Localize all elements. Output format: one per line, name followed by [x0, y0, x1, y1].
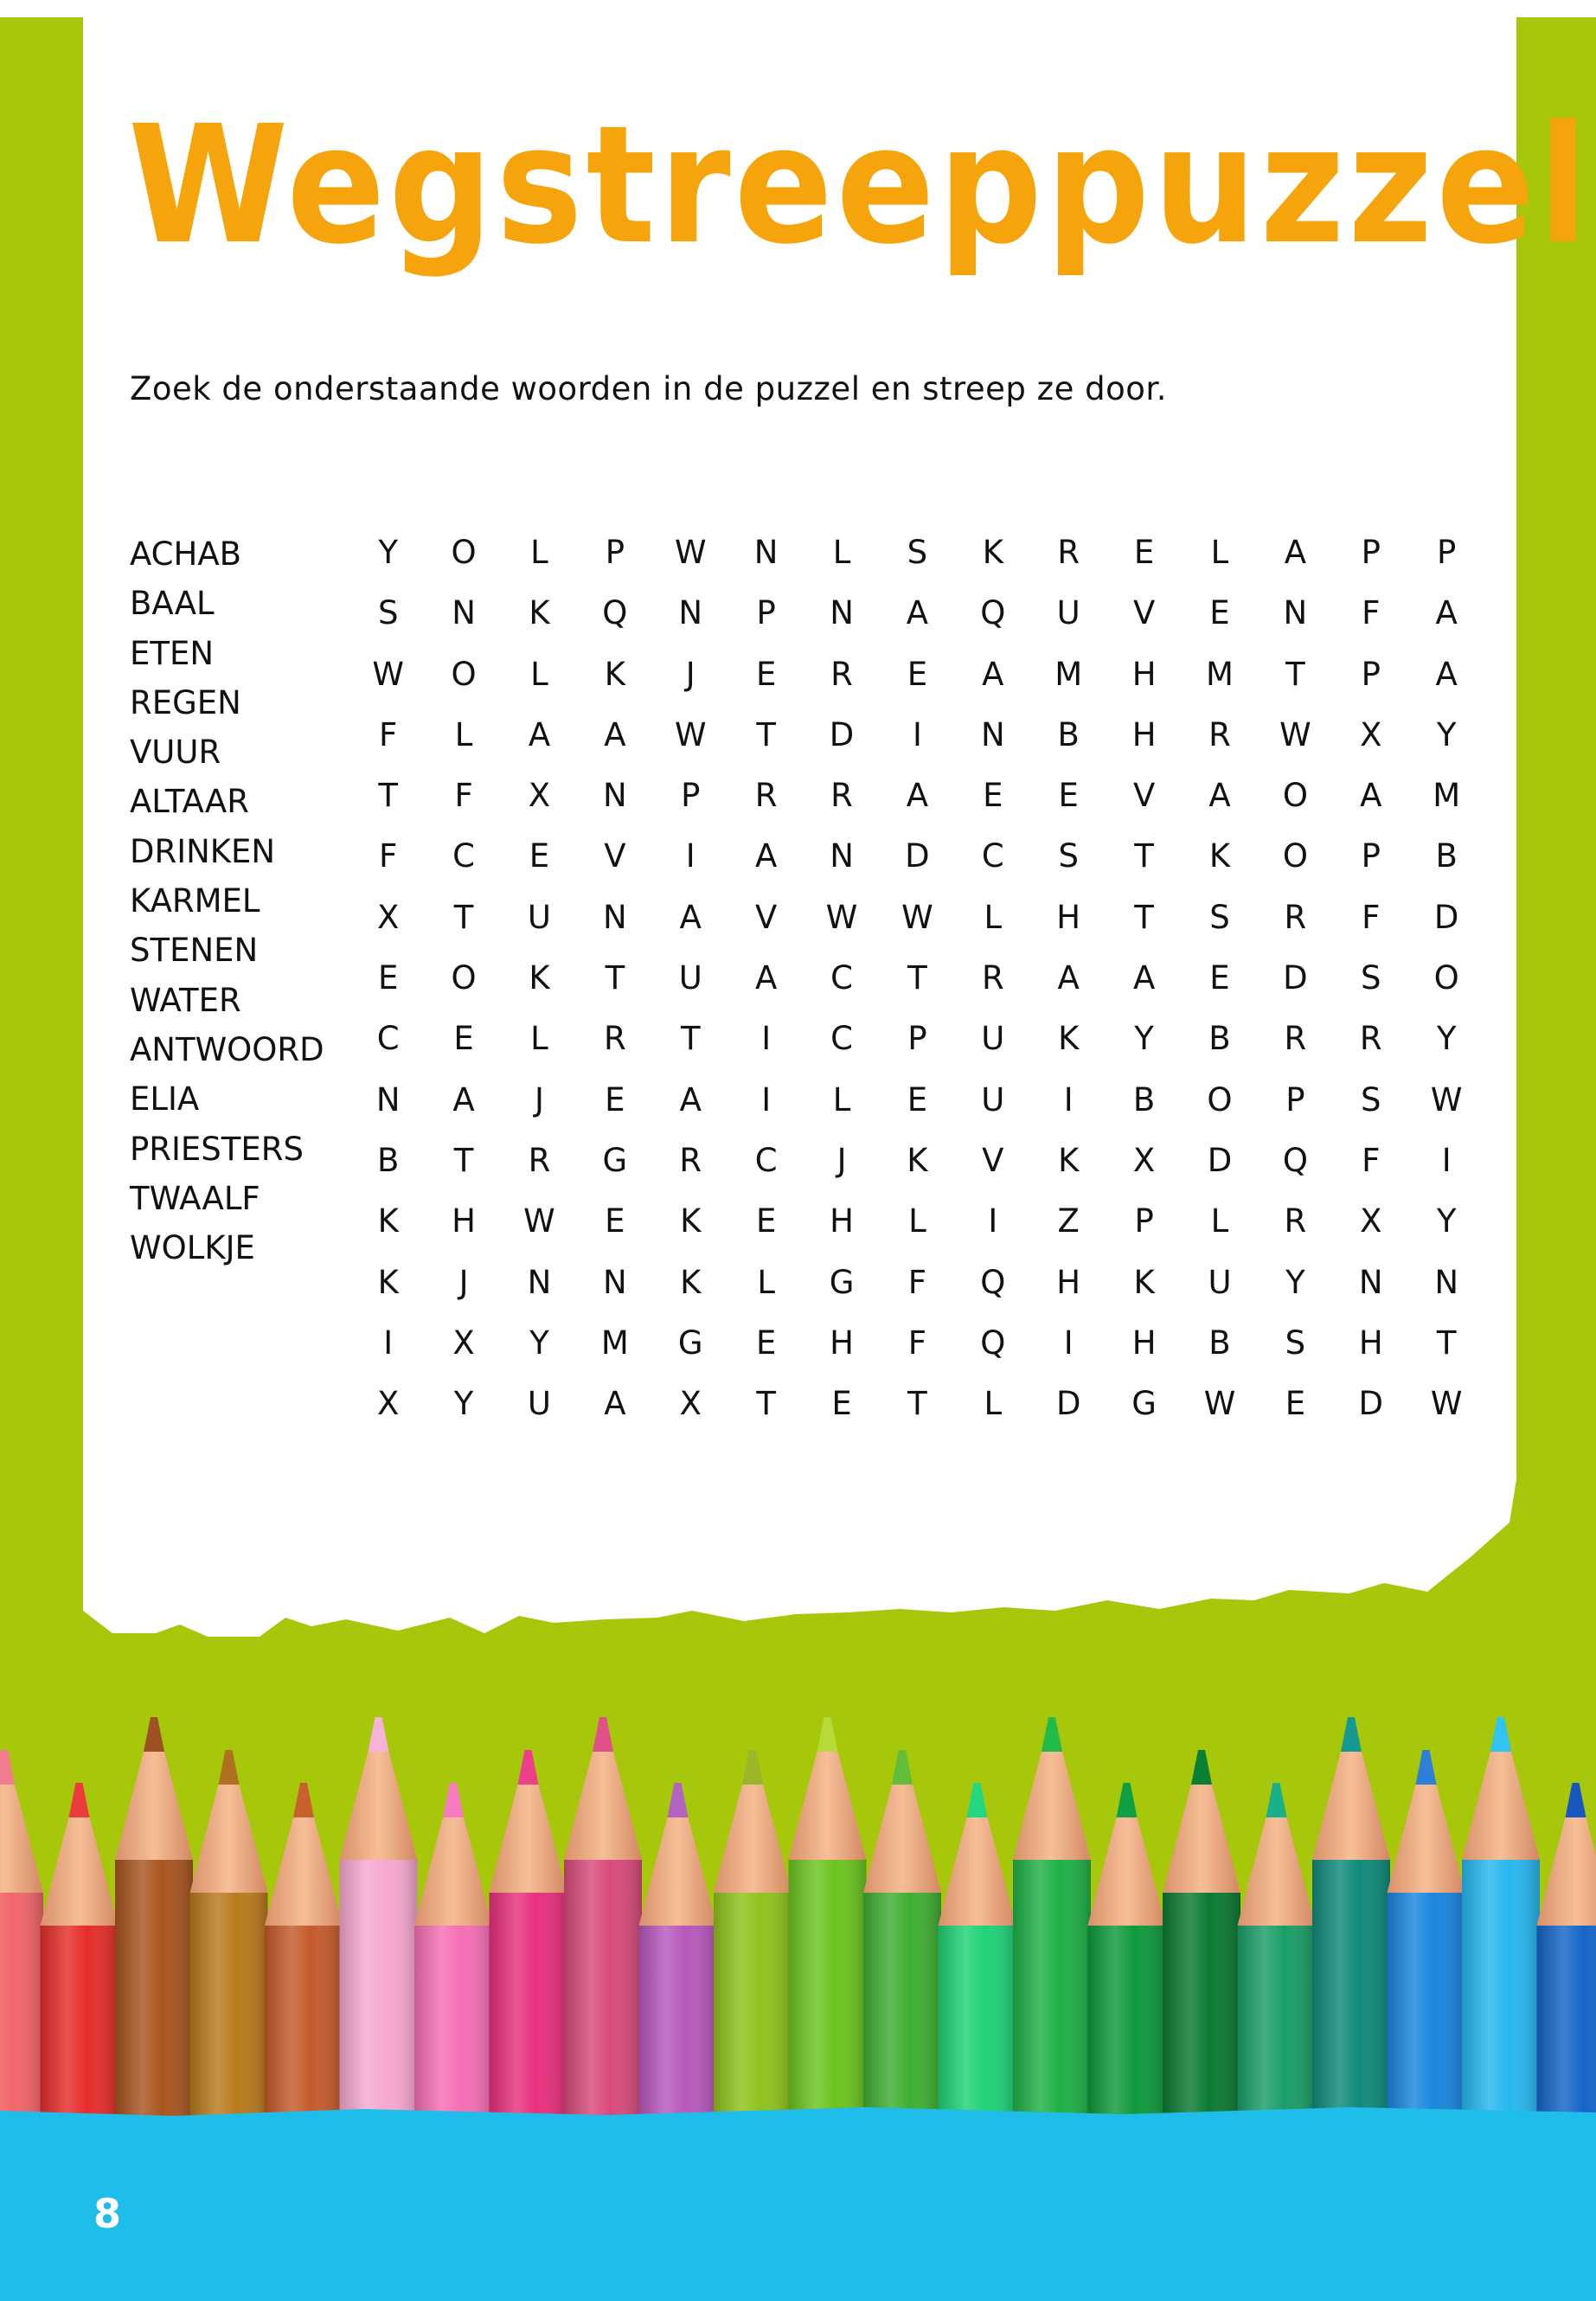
- grid-cell[interactable]: G: [602, 1141, 628, 1179]
- grid-cell[interactable]: Y: [1285, 1263, 1305, 1301]
- word-list-item: WOLKJE: [130, 1229, 255, 1267]
- grid-cell[interactable]: B: [1208, 1020, 1231, 1058]
- grid-cell[interactable]: A: [452, 1080, 475, 1118]
- grid-cell[interactable]: S: [1285, 1324, 1306, 1362]
- grid-cell[interactable]: Q: [980, 1263, 1006, 1301]
- grid-cell[interactable]: A: [906, 777, 929, 815]
- grid-cell[interactable]: N: [375, 1080, 401, 1118]
- grid-cell[interactable]: I: [383, 1324, 394, 1362]
- grid-cell[interactable]: A: [1435, 594, 1458, 632]
- word-list-item: VUUR: [130, 734, 221, 772]
- word-list-item: REGEN: [130, 683, 241, 721]
- grid-cell[interactable]: J: [458, 1263, 469, 1301]
- grid-cell[interactable]: E: [1285, 1385, 1306, 1423]
- grid-cell[interactable]: E: [983, 777, 1003, 815]
- grid-cell[interactable]: B: [1132, 1080, 1156, 1118]
- grid-cell[interactable]: O: [1207, 1080, 1233, 1118]
- grid-cell[interactable]: H: [1358, 1324, 1383, 1362]
- grid-cell[interactable]: L: [984, 1385, 1003, 1423]
- grid-cell[interactable]: D: [1358, 1385, 1384, 1423]
- grid-cell[interactable]: Y: [1134, 1020, 1154, 1058]
- grid-cell[interactable]: B: [1435, 837, 1458, 875]
- grid-cell[interactable]: N: [603, 777, 627, 815]
- grid-cell[interactable]: G: [829, 1263, 855, 1301]
- grid-cell[interactable]: Y: [378, 534, 398, 571]
- grid-cell[interactable]: X: [377, 898, 400, 936]
- grid-cell[interactable]: T: [453, 898, 474, 936]
- grid-cell[interactable]: K: [1133, 1263, 1155, 1301]
- grid-cell[interactable]: H: [1056, 1263, 1081, 1301]
- grid-cell[interactable]: A: [528, 715, 551, 753]
- grid-cell[interactable]: Q: [1282, 1141, 1308, 1179]
- grid-cell[interactable]: E: [378, 959, 399, 997]
- grid-cell[interactable]: E: [529, 837, 550, 875]
- word-list-item: PRIESTERS: [130, 1130, 304, 1168]
- grid-cell[interactable]: D: [1283, 959, 1308, 997]
- grid-cell[interactable]: W: [372, 655, 404, 693]
- grid-cell[interactable]: K: [529, 594, 550, 632]
- grid-cell[interactable]: E: [605, 1202, 625, 1240]
- grid-cell[interactable]: F: [1362, 594, 1381, 632]
- grid-cell[interactable]: K: [1058, 1141, 1080, 1179]
- instruction-text: Zoek de onderstaande woorden in de puzzel en streep ze door.: [130, 370, 1167, 407]
- grid-cell[interactable]: H: [1131, 1324, 1157, 1362]
- grid-cell[interactable]: I: [912, 715, 922, 753]
- grid-cell[interactable]: I: [761, 1080, 772, 1118]
- grid-cell[interactable]: E: [453, 1020, 474, 1058]
- grid-cell[interactable]: E: [755, 1324, 777, 1362]
- grid-cell[interactable]: S: [1209, 898, 1230, 936]
- grid-cell[interactable]: N: [753, 534, 779, 571]
- page-title: Wegstreeppuzzel: [128, 90, 1592, 280]
- grid-cell[interactable]: F: [907, 1263, 927, 1301]
- grid-cell[interactable]: W: [674, 715, 707, 753]
- grid-cell[interactable]: U: [527, 1385, 552, 1423]
- grid-cell[interactable]: X: [1360, 715, 1382, 753]
- grid-cell[interactable]: P: [1361, 534, 1381, 571]
- grid-cell[interactable]: N: [527, 1263, 552, 1301]
- word-list-item: ALTAAR: [130, 783, 249, 821]
- grid-cell[interactable]: C: [981, 837, 1004, 875]
- grid-cell[interactable]: N: [830, 594, 854, 632]
- grid-cell[interactable]: P: [1437, 534, 1457, 571]
- grid-cell[interactable]: T: [1134, 837, 1154, 875]
- grid-cell[interactable]: S: [1361, 1080, 1381, 1118]
- word-list-item: STENEN: [130, 932, 259, 970]
- grid-cell[interactable]: N: [1283, 594, 1308, 632]
- grid-cell[interactable]: U: [981, 1020, 1005, 1058]
- grid-cell[interactable]: T: [1285, 655, 1305, 693]
- grid-cell[interactable]: K: [982, 534, 1003, 571]
- grid-cell[interactable]: R: [1284, 1202, 1307, 1240]
- grid-cell[interactable]: A: [906, 594, 929, 632]
- grid-cell[interactable]: E: [831, 1385, 852, 1423]
- grid-cell[interactable]: Y: [1436, 1020, 1457, 1058]
- grid-cell[interactable]: T: [680, 1020, 701, 1058]
- grid-cell[interactable]: R: [679, 1141, 702, 1179]
- grid-cell[interactable]: P: [1285, 1080, 1305, 1118]
- grid-cell[interactable]: I: [988, 1202, 998, 1240]
- grid-cell[interactable]: O: [451, 655, 477, 693]
- grid-cell[interactable]: T: [756, 1385, 776, 1423]
- word-list-item: ANTWOORD: [130, 1030, 324, 1068]
- grid-cell[interactable]: C: [830, 1020, 853, 1058]
- grid-cell[interactable]: R: [604, 1020, 626, 1058]
- grid-cell[interactable]: L: [1210, 1202, 1229, 1240]
- grid-cell[interactable]: R: [1284, 1020, 1307, 1058]
- grid-cell[interactable]: U: [1208, 1263, 1232, 1301]
- word-list-item: ELIA: [130, 1080, 200, 1118]
- grid-cell[interactable]: A: [1132, 959, 1156, 997]
- grid-cell[interactable]: N: [1434, 1263, 1458, 1301]
- grid-cell[interactable]: S: [1361, 959, 1381, 997]
- grid-cell[interactable]: M: [1433, 777, 1461, 815]
- grid-cell[interactable]: M: [1206, 655, 1234, 693]
- grid-cell[interactable]: O: [451, 534, 477, 571]
- grid-cell[interactable]: O: [1282, 777, 1308, 815]
- grid-cell[interactable]: P: [1361, 837, 1381, 875]
- grid-cell[interactable]: C: [754, 1141, 778, 1179]
- grid-cell[interactable]: K: [529, 959, 550, 997]
- grid-cell[interactable]: H: [1131, 715, 1157, 753]
- grid-cell[interactable]: Q: [980, 594, 1006, 632]
- word-list-item: ETEN: [130, 634, 215, 672]
- grid-cell[interactable]: D: [905, 837, 930, 875]
- grid-cell[interactable]: P: [756, 594, 776, 632]
- grid-cell[interactable]: R: [830, 655, 853, 693]
- grid-cell[interactable]: K: [377, 1263, 399, 1301]
- grid-cell[interactable]: K: [1208, 837, 1231, 875]
- grid-cell[interactable]: L: [832, 1080, 851, 1118]
- grid-cell[interactable]: L: [908, 1202, 926, 1240]
- grid-cell[interactable]: F: [1362, 898, 1381, 936]
- grid-cell[interactable]: J: [685, 655, 695, 693]
- grid-cell[interactable]: L: [530, 655, 548, 693]
- grid-cell[interactable]: O: [1433, 959, 1459, 997]
- grid-cell[interactable]: A: [1360, 777, 1382, 815]
- grid-cell[interactable]: E: [907, 1080, 928, 1118]
- grid-cell[interactable]: X: [1132, 1141, 1156, 1179]
- grid-cell[interactable]: N: [980, 715, 1005, 753]
- grid-cell[interactable]: A: [754, 959, 778, 997]
- grid-cell[interactable]: P: [907, 1020, 927, 1058]
- grid-cell[interactable]: N: [603, 1263, 627, 1301]
- grid-cell[interactable]: E: [755, 1202, 777, 1240]
- grid-cell[interactable]: R: [754, 777, 778, 815]
- bottom-blue-band: [0, 2107, 1596, 2301]
- grid-cell[interactable]: L: [1210, 534, 1229, 571]
- grid-cell[interactable]: O: [451, 959, 477, 997]
- grid-cell[interactable]: P: [1134, 1202, 1154, 1240]
- grid-cell[interactable]: H: [452, 1202, 476, 1240]
- grid-cell[interactable]: J: [535, 1080, 544, 1118]
- word-list-item: KARMEL: [130, 882, 260, 920]
- grid-cell[interactable]: V: [754, 898, 778, 936]
- word-search-grid: [350, 522, 1484, 1434]
- grid-cell[interactable]: B: [377, 1141, 400, 1179]
- grid-cell[interactable]: N: [452, 594, 476, 632]
- grid-cell[interactable]: A: [679, 898, 702, 936]
- grid-cell[interactable]: X: [377, 1385, 400, 1423]
- grid-cell[interactable]: X: [1360, 1202, 1382, 1240]
- grid-cell[interactable]: Y: [453, 1385, 474, 1423]
- grid-cell[interactable]: B: [1057, 715, 1080, 753]
- grid-cell[interactable]: R: [528, 1141, 551, 1179]
- grid-cell[interactable]: W: [825, 898, 858, 936]
- grid-cell[interactable]: F: [907, 1324, 927, 1362]
- grid-cell[interactable]: N: [1358, 1263, 1383, 1301]
- grid-cell[interactable]: S: [377, 594, 399, 632]
- grid-cell[interactable]: G: [677, 1324, 703, 1362]
- grid-cell[interactable]: I: [1063, 1080, 1074, 1118]
- grid-cell[interactable]: M: [1054, 655, 1083, 693]
- grid-cell[interactable]: G: [1131, 1385, 1157, 1423]
- grid-cell[interactable]: D: [1207, 1141, 1233, 1179]
- grid-cell[interactable]: R: [981, 959, 1004, 997]
- grid-cell[interactable]: R: [830, 777, 853, 815]
- grid-cell[interactable]: A: [679, 1080, 702, 1118]
- grid-cell[interactable]: D: [1433, 898, 1459, 936]
- grid-cell[interactable]: J: [836, 1141, 847, 1179]
- grid-cell[interactable]: R: [1057, 534, 1080, 571]
- grid-cell[interactable]: I: [1441, 1141, 1452, 1179]
- grid-cell[interactable]: W: [523, 1202, 555, 1240]
- grid-cell[interactable]: K: [377, 1202, 399, 1240]
- grid-cell[interactable]: W: [1279, 715, 1311, 753]
- grid-cell[interactable]: H: [830, 1324, 854, 1362]
- grid-cell[interactable]: P: [681, 777, 701, 815]
- grid-cell[interactable]: T: [378, 777, 398, 815]
- grid-cell[interactable]: V: [1132, 594, 1156, 632]
- grid-cell[interactable]: K: [680, 1263, 702, 1301]
- grid-cell[interactable]: D: [1055, 1385, 1081, 1423]
- grid-cell[interactable]: L: [757, 1263, 775, 1301]
- word-list-item: ACHAB: [130, 535, 242, 573]
- word-list: [130, 529, 324, 1272]
- grid-cell[interactable]: A: [604, 1385, 626, 1423]
- grid-cell[interactable]: C: [830, 959, 853, 997]
- grid-cell[interactable]: A: [604, 715, 626, 753]
- page-number: 8: [93, 2190, 122, 2237]
- grid-cell[interactable]: R: [1284, 898, 1307, 936]
- grid-cell[interactable]: I: [1063, 1324, 1074, 1362]
- grid-cell[interactable]: R: [1208, 715, 1231, 753]
- grid-cell[interactable]: P: [1361, 655, 1381, 693]
- grid-cell[interactable]: F: [1362, 1141, 1381, 1179]
- word-list-item: DRINKEN: [130, 832, 276, 870]
- grid-cell[interactable]: T: [756, 715, 776, 753]
- grid-cell[interactable]: E: [755, 655, 777, 693]
- grid-cell[interactable]: W: [674, 534, 707, 571]
- grid-cell[interactable]: T: [907, 959, 927, 997]
- grid-cell[interactable]: Y: [529, 1324, 549, 1362]
- grid-cell[interactable]: U: [981, 1080, 1005, 1118]
- grid-cell[interactable]: S: [1058, 837, 1079, 875]
- grid-cell[interactable]: X: [679, 1385, 702, 1423]
- grid-cell[interactable]: X: [528, 777, 551, 815]
- grid-cell[interactable]: A: [1208, 777, 1231, 815]
- grid-cell[interactable]: L: [832, 534, 851, 571]
- grid-cell[interactable]: V: [604, 837, 626, 875]
- grid-cell[interactable]: K: [907, 1141, 928, 1179]
- grid-cell[interactable]: B: [1208, 1324, 1231, 1362]
- grid-cell[interactable]: H: [1056, 898, 1081, 936]
- grid-cell[interactable]: E: [1209, 594, 1230, 632]
- word-list-item: WATER: [130, 981, 241, 1019]
- grid-cell[interactable]: U: [1056, 594, 1080, 632]
- grid-cell[interactable]: D: [829, 715, 855, 753]
- grid-cell[interactable]: Y: [1436, 715, 1457, 753]
- grid-cell[interactable]: E: [1133, 534, 1155, 571]
- grid-cell[interactable]: A: [1284, 534, 1307, 571]
- grid-cell[interactable]: U: [678, 959, 702, 997]
- grid-cell[interactable]: R: [1359, 1020, 1382, 1058]
- grid-cell[interactable]: Q: [602, 594, 628, 632]
- grid-cell[interactable]: F: [454, 777, 473, 815]
- grid-cell[interactable]: E: [1058, 777, 1079, 815]
- grid-cell[interactable]: L: [454, 715, 473, 753]
- grid-cell[interactable]: K: [680, 1202, 702, 1240]
- grid-cell[interactable]: A: [1435, 655, 1458, 693]
- grid-cell[interactable]: E: [1209, 959, 1230, 997]
- grid-cell[interactable]: E: [605, 1080, 625, 1118]
- grid-cell[interactable]: W: [1203, 1385, 1236, 1423]
- grid-cell[interactable]: A: [754, 837, 778, 875]
- grid-cell[interactable]: T: [453, 1141, 474, 1179]
- word-list-item: TWAALF: [130, 1179, 260, 1217]
- grid-cell[interactable]: V: [982, 1141, 1004, 1179]
- grid-cell[interactable]: H: [1131, 655, 1157, 693]
- grid-cell[interactable]: W: [1430, 1080, 1463, 1118]
- grid-cell[interactable]: N: [830, 837, 854, 875]
- grid-cell[interactable]: C: [452, 837, 475, 875]
- grid-cell[interactable]: Z: [1057, 1202, 1080, 1240]
- grid-cell[interactable]: F: [379, 715, 398, 753]
- grid-cell[interactable]: M: [600, 1324, 629, 1362]
- grid-cell[interactable]: N: [603, 898, 627, 936]
- grid-cell[interactable]: U: [527, 898, 552, 936]
- grid-cell[interactable]: K: [604, 655, 625, 693]
- grid-cell[interactable]: A: [982, 655, 1004, 693]
- grid-cell[interactable]: E: [907, 655, 928, 693]
- grid-cell[interactable]: N: [678, 594, 703, 632]
- grid-cell[interactable]: T: [1436, 1324, 1457, 1362]
- grid-cell[interactable]: T: [605, 959, 625, 997]
- word-list-item: BAAL: [130, 585, 215, 623]
- grid-cell[interactable]: K: [1058, 1020, 1080, 1058]
- grid-cell[interactable]: I: [761, 1020, 772, 1058]
- grid-cell[interactable]: F: [379, 837, 398, 875]
- grid-cell[interactable]: I: [685, 837, 695, 875]
- grid-cell[interactable]: Q: [980, 1324, 1006, 1362]
- grid-cell[interactable]: H: [830, 1202, 854, 1240]
- grid-cell[interactable]: T: [1134, 898, 1154, 936]
- grid-cell[interactable]: W: [901, 898, 933, 936]
- grid-cell[interactable]: S: [907, 534, 928, 571]
- grid-cell[interactable]: L: [530, 1020, 548, 1058]
- grid-cell[interactable]: V: [1132, 777, 1156, 815]
- grid-cell[interactable]: L: [530, 534, 548, 571]
- grid-cell[interactable]: X: [452, 1324, 475, 1362]
- grid-cell[interactable]: O: [1282, 837, 1308, 875]
- grid-cell[interactable]: Y: [1436, 1202, 1457, 1240]
- grid-cell[interactable]: T: [907, 1385, 927, 1423]
- grid-cell[interactable]: W: [1430, 1385, 1463, 1423]
- grid-cell[interactable]: C: [376, 1020, 400, 1058]
- grid-cell[interactable]: L: [984, 898, 1003, 936]
- grid-cell[interactable]: A: [1057, 959, 1080, 997]
- grid-cell[interactable]: P: [605, 534, 625, 571]
